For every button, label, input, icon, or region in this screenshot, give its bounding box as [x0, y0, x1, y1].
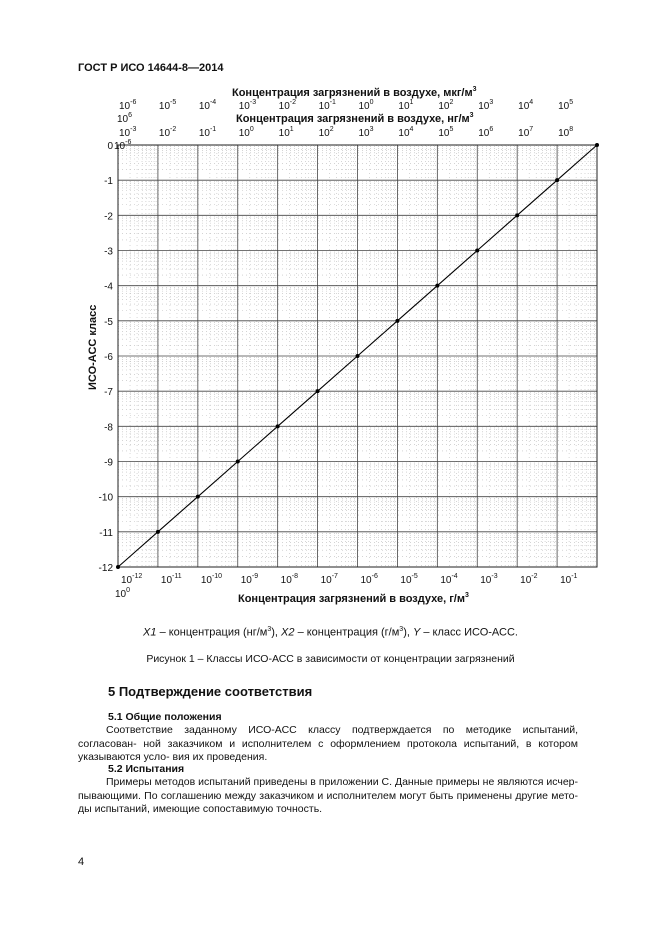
document-header: ГОСТ Р ИСО 14644-8—2014 [78, 62, 224, 74]
x-top-ugm3-tick-label: $10^0$ [358, 99, 374, 112]
x-bottom-tick-label: $10^{-11}$ [160, 573, 182, 586]
data-point [435, 284, 439, 288]
x-top-ugm3-tick-label: $10^2$ [438, 99, 454, 112]
x-bottom-extra-label: $10^0$ [115, 587, 131, 600]
x-axis-title: Концентрация загрязнений в воздухе, $г/м^3$ [238, 592, 469, 605]
data-point [515, 213, 519, 217]
x-bottom-tick-label: $10^{-1}$ [560, 573, 578, 586]
y-tick-label: -11 [99, 527, 113, 539]
paragraph-5-2: Примеры методов испытаний приведены в приложении С. Данные примеры не являются исчер- пывающими. По соглашению между заказчиком и исполнителем могут быть применены другие мето- ды испытаний, имеющие сопоставимую точность. [78, 776, 578, 816]
page-number: 4 [78, 856, 85, 868]
data-point [156, 530, 160, 534]
y-tick-label: -3 [104, 246, 113, 258]
x-top-ngm3-tick-label: $10^0$ [238, 126, 254, 139]
figure-caption: Рисунок 1 – Классы ИСО-АСС в зависимости от концентрации загрязнений [146, 653, 515, 665]
data-point [196, 495, 200, 499]
data-point [475, 249, 479, 253]
x-top-ugm3-tick-label: $10^{-2}$ [278, 99, 297, 112]
figure-legend: X1 – концентрация $(нг/м^3)$, X2 – концентрация $(г/м^3)$, Y – класс ИСО-АСС. [143, 626, 518, 639]
x-top-ugm3-tick-label: $10^3$ [478, 99, 494, 112]
x-bottom-tick-label: $10^{-9}$ [240, 573, 259, 586]
x-top-ngm3-tick-label: $10^{-3}$ [119, 126, 137, 139]
x-top-ugm3-tick-label: $10^4$ [518, 99, 534, 112]
y-tick-label: -2 [104, 211, 113, 223]
data-point [236, 460, 240, 464]
x-top-ngm3-tick-label: $10^2$ [318, 126, 334, 139]
x-top-extra-label: $10^6$ [117, 112, 133, 125]
x-top-ugm3-tick-label: $10^{-6}$ [119, 99, 137, 112]
top-axis-title-ugm3: Концентрация загрязнений в воздухе, мкг/$м^3$ [232, 86, 477, 99]
x-top-ngm3-tick-label: $10^1$ [278, 126, 294, 139]
x-top-ugm3-tick-label: $10^{-3}$ [238, 99, 257, 112]
x-bottom-tick-label: $10^{-12}$ [121, 573, 143, 586]
legend-x1: X1 [143, 626, 157, 639]
x-top-ugm3-tick-label: $10^{-1}$ [318, 99, 336, 112]
x-bottom-tick-label: $10^{-3}$ [480, 573, 498, 586]
y-tick-label: -12 [98, 563, 113, 574]
x-top-ngm3-tick-label: $10^7$ [518, 126, 534, 139]
y-axis-title: ИСО-АСС класс [87, 304, 99, 390]
x-bottom-tick-label: $10^{-10}$ [200, 573, 223, 586]
data-point [276, 424, 280, 428]
y-top-corner-label: $10^{-6}$ [114, 139, 132, 152]
x-top-ugm3-tick-label: $10^{-5}$ [158, 99, 177, 112]
subsection-title-5-1: 5.1 Общие положения [108, 711, 222, 723]
y-tick-label: 0 [107, 141, 113, 152]
y-tick-label: -10 [98, 492, 113, 504]
x-top-ngm3-tick-label: $10^8$ [558, 126, 574, 139]
data-point [356, 354, 360, 358]
data-point [316, 389, 320, 393]
x-top-ngm3-tick-labels [119, 126, 573, 139]
subsection-title-5-2: 5.2 Испытания [108, 763, 185, 775]
data-point [555, 178, 559, 182]
y-tick-label: -7 [104, 387, 113, 399]
legend-y: Y [412, 626, 421, 639]
y-tick-label: -1 [104, 176, 113, 188]
x-top-ngm3-tick-label: $10^{-2}$ [158, 126, 177, 139]
x-bottom-tick-label: $10^{-7}$ [320, 573, 338, 586]
data-point [595, 143, 599, 147]
top-axis-title-ngm3: Концентрация загрязнений в воздухе, $нг/м^3$ [236, 112, 474, 125]
legend-x2: X2 [281, 626, 295, 639]
y-tick-label: -9 [104, 457, 113, 469]
x-bottom-tick-label: $10^{-4}$ [440, 573, 458, 586]
x-top-ngm3-tick-label: $10^{-1}$ [198, 126, 217, 139]
y-tick-label: -5 [104, 316, 113, 328]
x-top-ugm3-tick-label: $10^1$ [398, 99, 414, 112]
y-tick-labels [99, 139, 132, 574]
x-top-ngm3-tick-label: $10^5$ [438, 126, 454, 139]
x-bottom-tick-label: $10^{-6}$ [360, 573, 378, 586]
x-bottom-tick-label: $10^{-8}$ [280, 573, 299, 586]
y-tick-label: -6 [104, 352, 113, 363]
x-bottom-tick-label: $10^{-5}$ [400, 573, 418, 586]
data-point [116, 565, 120, 569]
y-tick-label: -8 [104, 422, 113, 434]
x-top-ugm3-tick-label: $10^5$ [558, 99, 574, 112]
x-bottom-tick-label: $10^{-2}$ [520, 573, 538, 586]
data-point [395, 319, 399, 323]
paragraph-5-1: Соответствие заданному ИСО-АСС классу подтверждается по методике испытаний, согласован- ной заказчиком и исполнителем с оформлением протокола испытаний, в котором указываются усло- вия их проведения. [78, 724, 578, 764]
x-top-ngm3-tick-label: $10^3$ [358, 126, 374, 139]
x-top-ngm3-tick-label: $10^4$ [398, 126, 414, 139]
x-top-ugm3-tick-label: $10^{-4}$ [198, 99, 217, 112]
y-tick-label: -4 [104, 281, 113, 293]
x-top-ngm3-tick-label: $10^6$ [478, 126, 494, 139]
section-title: 5 Подтверждение соответствия [108, 684, 313, 699]
